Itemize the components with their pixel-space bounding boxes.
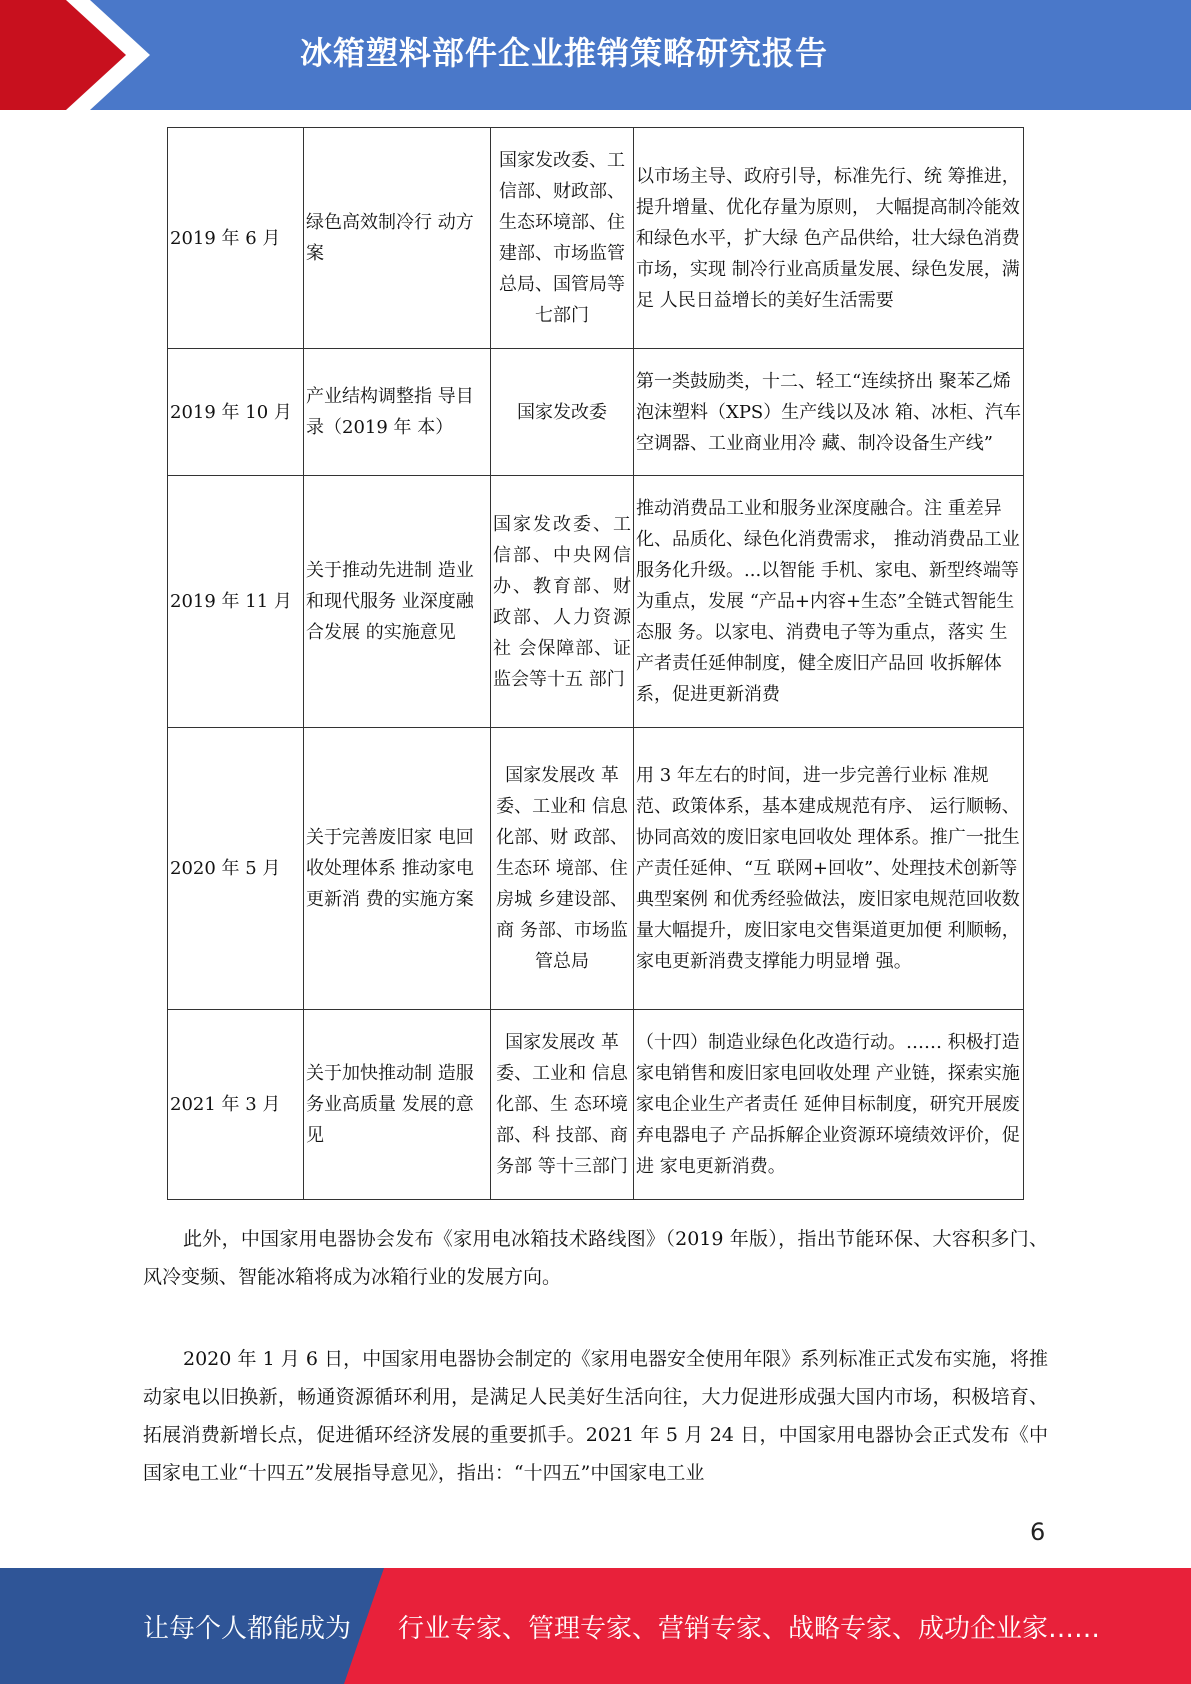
table-row	[168, 128, 1024, 349]
row-department: 国家发改委	[491, 349, 634, 476]
table-row	[168, 1010, 1024, 1200]
row-department: 国家发展改 革委、工业和 信息化部、财 政部、生态环 境部、住房城 乡建设部、商 务部、市场监 管总局	[491, 728, 634, 1010]
footer-slogan-right: 行业专家、管理专家、营销专家、战略专家、成功企业家……	[398, 1614, 1101, 1644]
row-content: （十四）制造业绿色化改造行动。…… 积极打造家电销售和废旧家电回收处理 产业链，探索实施家电企业生产者责任 延伸目标制度，研究开展废弃电器电子 产品拆解企业资源环境绩效评价，促进 家电更新消费。	[634, 1010, 1024, 1200]
row-policy-name: 绿色高效制冷行 动方案	[304, 128, 491, 349]
table-row	[168, 476, 1024, 728]
row-content: 用 3 年左右的时间，进一步完善行业标 准规范、政策体系，基本建成规范有序、 运行顺畅、协同高效的废旧家电回收处 理体系。推广一批生产责任延伸、“互 联网+回收”、处理技术创新等典型案例 和优秀经验做法，废旧家电规范回收数 量大幅提升，废旧家电交售渠道更加便 利顺畅，家电更新消费支撑能力明显增 强。	[634, 728, 1024, 1010]
row-content: 以市场主导、政府引导，标准先行、统 筹推进，提升增量、优化存量为原则， 大幅提高制冷能效和绿色水平，扩大绿 色产品供给，壮大绿色消费市场，实现 制冷行业高质量发展、绿色发展，满足 人民日益增长的美好生活需要	[634, 128, 1024, 349]
row-department: 国家发展改 革委、工业和 信息化部、生 态环境部、科 技部、商务部 等十三部门	[491, 1010, 634, 1200]
footer-slogan-left: 让每个人都能成为	[143, 1614, 352, 1644]
row-policy-name: 产业结构调整指 导目录（2019 年 本）	[304, 349, 491, 476]
row-date: 2019 年 10 月	[168, 349, 304, 476]
row-policy-name: 关于推动先进制 造业和现代服务 业深度融合发展 的实施意见	[304, 476, 491, 728]
row-department: 国家发改委、工信部、财政部、生态环境部、住建部、市场监管总局、国管局等七部门	[491, 128, 634, 349]
row-department: 国家发改委、工信部、中央网信办、教育部、财政部、人力资源社 会保障部、证 监会等十五 部门	[491, 476, 634, 728]
page-number: 6	[1030, 1518, 1046, 1546]
row-policy-name: 关于完善废旧家 电回收处理体系 推动家电更新消 费的实施方案	[304, 728, 491, 1010]
table-row	[168, 728, 1024, 1010]
body-paragraph: 此外，中国家用电器协会发布《家用电冰箱技术路线图》（2019 年版），指出节能环保、大容积多门、风冷变频、智能冰箱将成为冰箱行业的发展方向。	[143, 1228, 1048, 1288]
row-date: 2021 年 3 月	[168, 1010, 304, 1200]
body-paragraph: 2020 年 1 月 6 日，中国家用电器协会制定的《家用电器安全使用年限》系列标准正式发布实施，将推动家电以旧换新，畅通资源循环利用，是满足人民美好生活向往，大力促进形成强大国内市场，积极培育、拓展消费新增长点，促进循环经济发展的重要抓手。2021 年 5 月 24 日，中国家用电器协会正式发布《中国家电工业“十四五”发展指导意见》，指出：“十四五”中国家电工业	[143, 1348, 1048, 1484]
table-row	[168, 349, 1024, 476]
row-date: 2019 年 6 月	[168, 128, 304, 349]
row-content: 推动消费品工业和服务业深度融合。注 重差异化、品质化、绿色化消费需求， 推动消费品工业服务化升级。...以智能 手机、家电、新型终端等为重点，发展 “产品+内容+生态”全链式智能生态服 务。以家电、消费电子等为重点，落实 生产者责任延伸制度，健全废旧产品回 收拆解体系，促进更新消费	[634, 476, 1024, 728]
policy-table	[167, 127, 1024, 1200]
page-header	[0, 0, 1191, 110]
row-date: 2019 年 11 月	[168, 476, 304, 728]
row-date: 2020 年 5 月	[168, 728, 304, 1010]
page-footer	[0, 1568, 1191, 1684]
row-content: 第一类鼓励类，十二、轻工“连续挤出 聚苯乙烯泡沫塑料（XPS）生产线以及冰 箱、冰柜、汽车空调器、工业商业用冷 藏、制冷设备生产线”	[634, 349, 1024, 476]
header-title: 冰箱塑料部件企业推销策略研究报告	[300, 34, 829, 72]
row-policy-name: 关于加快推动制 造服务业高质量 发展的意见	[304, 1010, 491, 1200]
